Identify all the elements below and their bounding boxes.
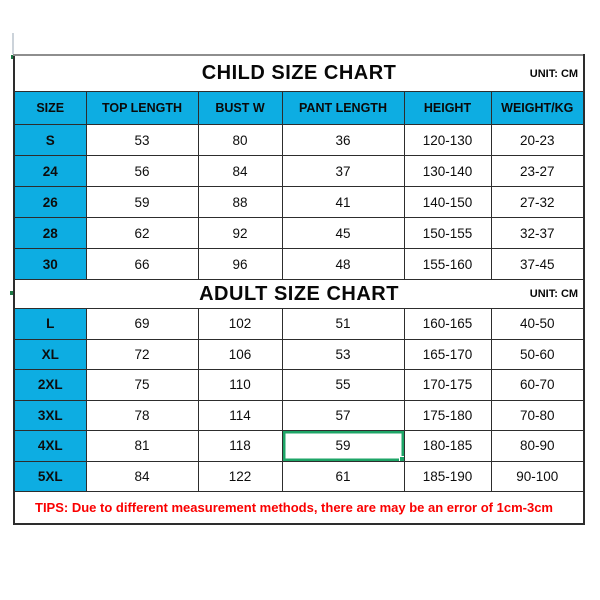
adult-chart-title: ADULT SIZE CHART [199, 282, 399, 305]
table-cell: 150-155 [404, 218, 491, 249]
table-cell: 175-180 [404, 400, 491, 431]
table-cell: 53 [86, 125, 198, 156]
table-row [14, 218, 584, 249]
tips-row [14, 492, 584, 525]
size-cell: L [14, 309, 86, 340]
adult-unit-label: UNIT: CM [529, 288, 579, 300]
selected-cell[interactable]: 59 [282, 431, 404, 462]
table-cell: 96 [198, 249, 282, 280]
col-header-weight-kg: WEIGHT/KG [491, 92, 584, 125]
table-cell: 32-37 [491, 218, 584, 249]
table-cell: 84 [86, 461, 198, 492]
size-cell: XL [14, 339, 86, 370]
size-chart [13, 54, 583, 525]
child-chart-title: CHILD SIZE CHART [201, 62, 397, 84]
table-cell: 114 [198, 400, 282, 431]
child-title-band [14, 55, 584, 92]
table-cell: 120-130 [404, 125, 491, 156]
table-row [14, 461, 584, 492]
table-cell: 41 [282, 187, 404, 218]
table-cell: 40-50 [491, 309, 584, 340]
table-cell: 37 [282, 156, 404, 187]
table-cell: 37-45 [491, 249, 584, 280]
table-cell: 118 [198, 431, 282, 462]
size-cell: 3XL [14, 400, 86, 431]
size-cell: 2XL [14, 370, 86, 401]
size-cell: S [14, 125, 86, 156]
column-header-row [14, 92, 584, 125]
table-cell: 51 [282, 309, 404, 340]
table-cell: 88 [198, 187, 282, 218]
table-row [14, 187, 584, 218]
table-cell: 57 [282, 400, 404, 431]
col-header-top-length: TOP LENGTH [86, 92, 198, 125]
size-cell: 30 [14, 249, 86, 280]
table-cell: 110 [198, 370, 282, 401]
table-row [14, 309, 584, 340]
size-chart-table [13, 54, 585, 525]
table-cell: 165-170 [404, 339, 491, 370]
table-cell: 155-160 [404, 249, 491, 280]
table-cell: 20-23 [491, 125, 584, 156]
table-cell: 59 [86, 187, 198, 218]
table-cell: 72 [86, 339, 198, 370]
table-cell: 56 [86, 156, 198, 187]
table-row [14, 125, 584, 156]
table-cell: 78 [86, 400, 198, 431]
table-cell: 160-165 [404, 309, 491, 340]
table-cell: 180-185 [404, 431, 491, 462]
table-cell: 45 [282, 218, 404, 249]
table-cell: 106 [198, 339, 282, 370]
table-cell: 53 [282, 339, 404, 370]
table-cell: 61 [282, 461, 404, 492]
table-row [14, 339, 584, 370]
table-cell: 75 [86, 370, 198, 401]
size-cell: 4XL [14, 431, 86, 462]
table-cell: 185-190 [404, 461, 491, 492]
table-cell: 55 [282, 370, 404, 401]
table-row [14, 249, 584, 280]
table-cell: 70-80 [491, 400, 584, 431]
leftover-gridline-artifact [12, 33, 14, 54]
table-cell: 62 [86, 218, 198, 249]
table-cell: 170-175 [404, 370, 491, 401]
table-cell: 66 [86, 249, 198, 280]
table-cell: 140-150 [404, 187, 491, 218]
adult-title-band [14, 280, 584, 309]
table-cell: 90-100 [491, 461, 584, 492]
table-row [14, 400, 584, 431]
size-cell: 5XL [14, 461, 86, 492]
tips-text: TIPS: Due to different measurement methods, there are may be an error of 1cm-3cm [14, 492, 584, 525]
table-cell: 48 [282, 249, 404, 280]
child-unit-label: UNIT: CM [529, 67, 579, 80]
table-cell: 69 [86, 309, 198, 340]
col-header-bust-w: BUST W [198, 92, 282, 125]
table-cell: 27-32 [491, 187, 584, 218]
table-cell: 60-70 [491, 370, 584, 401]
table-cell: 80-90 [491, 431, 584, 462]
size-cell: 24 [14, 156, 86, 187]
size-cell: 28 [14, 218, 86, 249]
col-header-height: HEIGHT [404, 92, 491, 125]
table-cell: 36 [282, 125, 404, 156]
table-cell: 23-27 [491, 156, 584, 187]
table-row [14, 370, 584, 401]
table-cell: 80 [198, 125, 282, 156]
table-cell: 92 [198, 218, 282, 249]
table-cell: 50-60 [491, 339, 584, 370]
table-cell: 122 [198, 461, 282, 492]
table-cell: 81 [86, 431, 198, 462]
table-row [14, 431, 584, 462]
table-cell: 102 [198, 309, 282, 340]
table-row [14, 156, 584, 187]
col-header-size: SIZE [14, 92, 86, 125]
col-header-pant-length: PANT LENGTH [282, 92, 404, 125]
table-cell: 84 [198, 156, 282, 187]
table-cell: 130-140 [404, 156, 491, 187]
size-cell: 26 [14, 187, 86, 218]
